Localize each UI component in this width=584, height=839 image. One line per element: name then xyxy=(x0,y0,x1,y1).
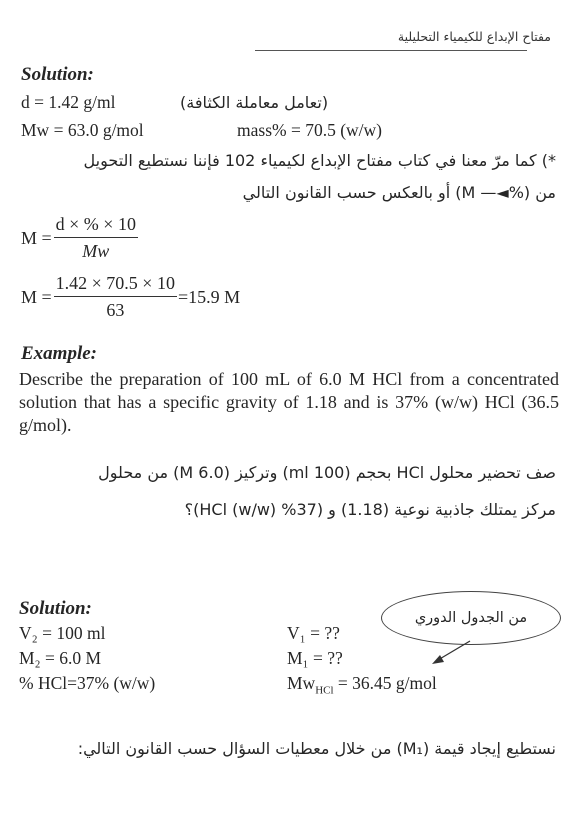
callout-arrow-line xyxy=(438,641,470,660)
formula-denominator: Mw xyxy=(82,241,110,261)
example-arabic-line1: صف تحضير محلول HCl بحجم (100 ml) وتركيز (6.0 M) من محلول xyxy=(98,463,556,482)
example-text: Describe the preparation of 100 mL of 6.0 M HCl from a concentrated solution that has a specific gravity of 1.18 and is 37% (w/w) HCl (36.5 g/mol). xyxy=(19,369,559,435)
hcl-percent-value: % HCl=37% (w/w) xyxy=(19,673,156,693)
example-heading: Example: xyxy=(21,343,97,364)
formula-lhs: M = xyxy=(21,227,52,248)
mw-rest: = 36.45 g/mol xyxy=(333,673,437,693)
mw-prefix: Mw xyxy=(287,673,316,693)
molar-mass-value: Mw = 63.0 g/mol xyxy=(21,120,144,140)
mw-hcl-value xyxy=(287,673,437,697)
running-header: مفتاح الإبداع للكيمياء التحليلية xyxy=(397,29,551,44)
calculation-lhs: M = xyxy=(21,286,52,307)
calculation-denominator: 63 xyxy=(106,300,125,320)
conversion-note-line2: من (%◄— M) أو بالعكس حسب القانون التالي xyxy=(242,183,556,202)
final-arabic-line: نستطيع إيجاد قيمة (M₁) من خلال معطيات السؤال حسب القانون التالي: xyxy=(77,739,556,758)
calculation-result: =15.9 M xyxy=(177,286,241,307)
callout-arrow-head xyxy=(432,655,444,664)
solution2-heading: Solution: xyxy=(19,598,92,619)
v2-value: V₂ = 100 ml xyxy=(19,623,106,643)
v1-value: V₁ = ?? xyxy=(287,623,340,643)
density-value: d = 1.42 g/ml xyxy=(21,92,116,112)
example-arabic-line2: مركز يمتلك جاذبية نوعية (1.18) و (37% HCl (w/w))؟ xyxy=(184,500,556,519)
conversion-note-line1: *) كما مرّ معنا في كتاب مفتاح الإبداع لكيمياء 102 فإننا نستطيع التحويل xyxy=(83,151,556,170)
solution-heading: Solution: xyxy=(21,64,94,85)
m2-value: M₂ = 6.0 M xyxy=(19,648,102,668)
formula-numerator: d × % × 10 xyxy=(54,214,138,238)
mw-subscript: HCl xyxy=(315,684,334,697)
density-note: (تعامل معاملة الكثافة) xyxy=(180,93,329,112)
mass-percent-value: mass% = 70.5 (w/w) xyxy=(237,120,382,140)
callout-text: من الجدول الدوري xyxy=(414,610,528,626)
m1-value: M₁ = ?? xyxy=(287,648,343,668)
calculation-numerator: 1.42 × 70.5 × 10 xyxy=(54,273,177,297)
